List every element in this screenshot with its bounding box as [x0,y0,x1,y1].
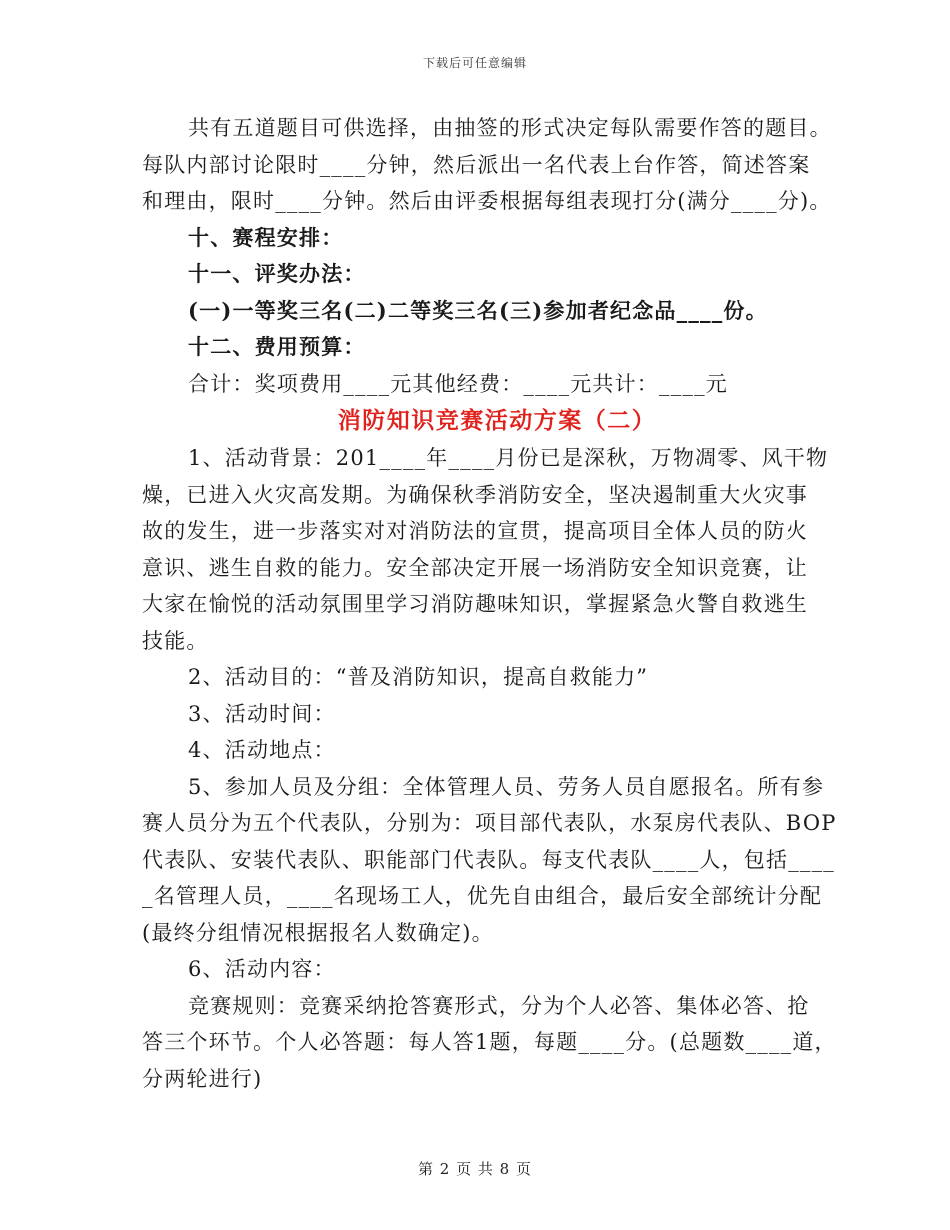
section-heading-awards: 十一、评奖办法： [188,261,366,286]
paragraph-line: 和理由，限时____分钟。然后由评委根据每组表现打分(满分____分)。 [142,189,832,213]
paragraph-line: 燥，已进入火灾高发期。为确保秋季消防安全，坚决遏制重大火灾事 [142,482,808,507]
paragraph-line: 意识、逃生自救的能力。安全部决定开展一场消防安全知识竞赛，让 [142,555,808,580]
awards-list: (一)一等奖三名(二)二等奖三名(三)参加者纪念品____份。 [188,297,768,323]
paragraph-line: 大家在愉悦的活动氛围里学习消防趣味知识，掌握紧急火警自救逃生 [142,592,808,616]
section-heading-budget: 十二、费用预算： [188,334,366,359]
paragraph-line: 6、活动内容： [188,957,336,981]
paragraph-line: 4、活动地点： [188,738,336,762]
paragraph-line: 2、活动目的：“普及消防知识，提高自救能力” [188,665,649,689]
paragraph-line: 技能。 [142,628,209,653]
paragraph-line: (最终分组情况根据报名人数确定)。 [142,920,494,945]
paragraph-line: 赛人员分为五个代表队，分别为：项目部代表队，水泵房代表队、BOP [142,811,837,835]
paragraph-line: _名管理人员，____名现场工人，优先自由组合，最后安全部统计分配 [142,884,823,908]
header-note: 下载后可任意编辑 [422,56,527,70]
section-heading-schedule: 十、赛程安排： [188,224,344,250]
paragraph-line: 答三个环节。个人必答题：每人答1题，每题____分。(总题数____道， [142,1030,837,1054]
document-body [142,110,837,1097]
paragraph-line: 每队内部讨论限时____分钟，然后派出一名代表上台作答，简述答案 [142,152,811,177]
budget-total-line: 合计：奖项费用____元其他经费：____元共计：____元 [188,371,728,396]
paragraph-line: 代表队、安装代表队、职能部门代表队。每支代表队____人，包括____ [142,847,835,872]
paragraph-line: 3、活动时间： [188,701,336,726]
paragraph-line: 故的发生，进一步落实对对消防法的宣贯，提高项目全体人员的防火 [142,519,808,543]
paragraph-line: 1、活动背景：201____年____月份已是深秋，万物凋零、风干物 [188,446,829,470]
paragraph-line: 共有五道题目可供选择，由抽签的形式决定每队需要作答的题目。 [188,116,832,140]
paragraph-line: 5、参加人员及分组：全体管理人员、劳务人员自愿报名。所有参 [188,774,825,799]
paragraph-line: 竞赛规则：竞赛采纳抢答赛形式，分为个人必答、集体必答、抢 [188,993,810,1018]
page-number-footer: 第 2 页 共 8 页 [418,1160,532,1178]
paragraph-line: 分两轮进行) [142,1066,263,1091]
section-title: 消防知识竞赛活动方案（二） [337,407,657,434]
